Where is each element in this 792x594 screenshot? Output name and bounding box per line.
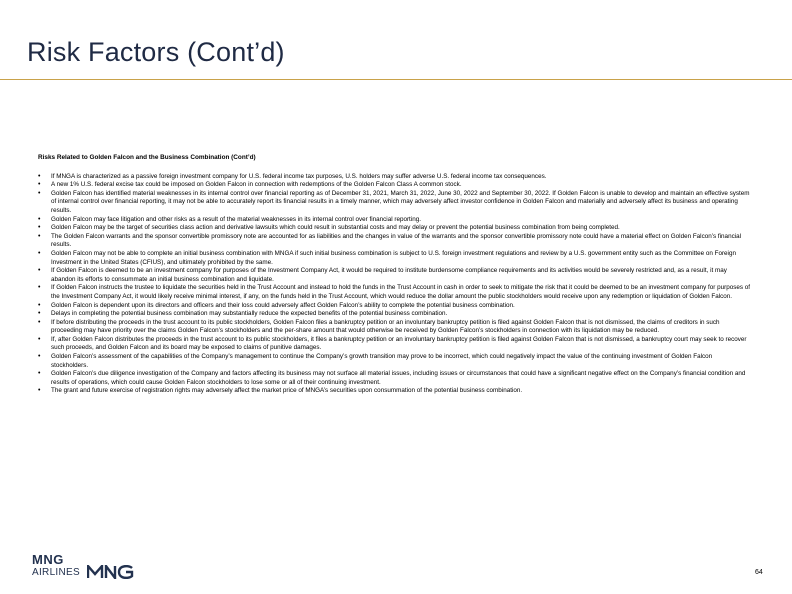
slide-title: Risk Factors (Cont’d) [27, 37, 285, 67]
title-rule [0, 79, 792, 80]
risk-bullet: • Golden Falcon may be the target of securities class action and derivative lawsuits which could result in substantial costs and may delay or prevent the potential business combination from being completed. [38, 224, 750, 233]
company-logo [32, 552, 142, 582]
risk-bullet-list [38, 173, 750, 396]
mng-airlines-logo-icon [87, 565, 135, 579]
risk-bullet: • The Golden Falcon warrants and the sponsor convertible promissory note are accounted for as liabilities and the changes in value of the warrants and the sponsor convertible promissory note could have a material effect on Golden Falcon’s financial results. [38, 233, 750, 250]
risk-bullet: • Delays in completing the potential business combination may substantially reduce the expected benefits of the potential business combination. [38, 310, 750, 319]
risk-bullet: • The grant and future exercise of registration rights may adversely affect the market price of MNGA’s securities upon consummation of the potential business combination. [38, 387, 750, 396]
section-subheading: Risks Related to Golden Falcon and the Business Combination (Cont’d) [38, 154, 256, 161]
risk-bullet: • Golden Falcon may not be able to complete an initial business combination with MNGA if such initial business combination is subject to U.S. foreign investment regulations and review by a U.S. government entity such as the Committee on Foreign Investment in the United States (CFIUS), and ultimately prohibited by the same. [38, 250, 750, 267]
risk-bullet: • A new 1% U.S. federal excise tax could be imposed on Golden Falcon in connection with redemptions of the Golden Falcon Class A common stock. [38, 181, 750, 190]
risk-bullet: • Golden Falcon’s assessment of the capabilities of the Company’s management to continue the Company’s growth transition may prove to be incorrect, which could negatively impact the value of the continuing investment of Golden Falcon stockholders. [38, 353, 750, 370]
risk-bullet: • Golden Falcon has identified material weaknesses in its internal control over financial reporting as of December 31, 2021, March 31, 2022, June 30, 2022 and September 30, 2022. If Golden Falcon is unable to develop and maintain an effective system of internal control over financial reporting, it may not be able to accurately report its financial results in a timely manner, which may adversely affect investor confidence in Golden Falcon and materially and adversely affect its business and operating results. [38, 190, 750, 216]
slide-content [38, 154, 750, 396]
logo-airlines-text: AIRLINES [32, 567, 80, 578]
risk-bullet: • If Golden Falcon is deemed to be an investment company for purposes of the Investment Company Act, it would be required to institute burdensome compliance requirements and its activities would be severely restricted and, as a result, it may abandon its efforts to consummate an initial business combination and liquidate. [38, 267, 750, 284]
logo-mng-text: MNG [32, 552, 64, 567]
risk-bullet: • If before distributing the proceeds in the trust account to its public stockholders, Golden Falcon files a bankruptcy petition or an involuntary bankruptcy petition is filed against Golden Falcon that is not dismissed, the claims of creditors in such proceeding may have priority over the claims Golden Falcon’s stockholders and the per-share amount that would otherwise be received by Golden Falcon’s stockholders in connection with its liquidation may be reduced. [38, 319, 750, 336]
risk-bullet: • If, after Golden Falcon distributes the proceeds in the trust account to its public stockholders, it files a bankruptcy petition or an involuntary bankruptcy petition is filed against Golden Falcon that is not dismissed, a bankruptcy court may seek to recover such proceeds, and Golden Falcon and its board may be exposed to claims of punitive damages. [38, 336, 750, 353]
risk-bullet: • Golden Falcon is dependent upon its directors and officers and their loss could adversely affect Golden Falcon’s ability to complete the potential business combination. [38, 302, 750, 311]
page-number: 64 [755, 569, 763, 576]
risk-bullet: • If Golden Falcon instructs the trustee to liquidate the securities held in the Trust Account and instead to hold the funds in the Trust Account in cash in order to seek to mitigate the risk that it could be deemed to be an investment company for purposes of the Investment Company Act, it would likely receive minimal interest, if any, on the funds held in the Trust Account, which would reduce the dollar amount the public stockholders would receive upon any redemption or liquidation of Golden Falcon. [38, 284, 750, 301]
risk-bullet: • Golden Falcon’s due diligence investigation of the Company and factors affecting its business may not surface all material issues, including issues or circumstances that could have a significant negative effect on the Company’s financial condition and results of operations, which could cause Golden Falcon stockholders to lose some or all of their continuing investment. [38, 370, 750, 387]
risk-bullet: • If MNGA is characterized as a passive foreign investment company for U.S. federal income tax purposes, U.S. holders may suffer adverse U.S. federal income tax consequences. [38, 173, 750, 182]
risk-bullet: • Golden Falcon may face litigation and other risks as a result of the material weaknesses in its internal control over financial reporting. [38, 216, 750, 225]
